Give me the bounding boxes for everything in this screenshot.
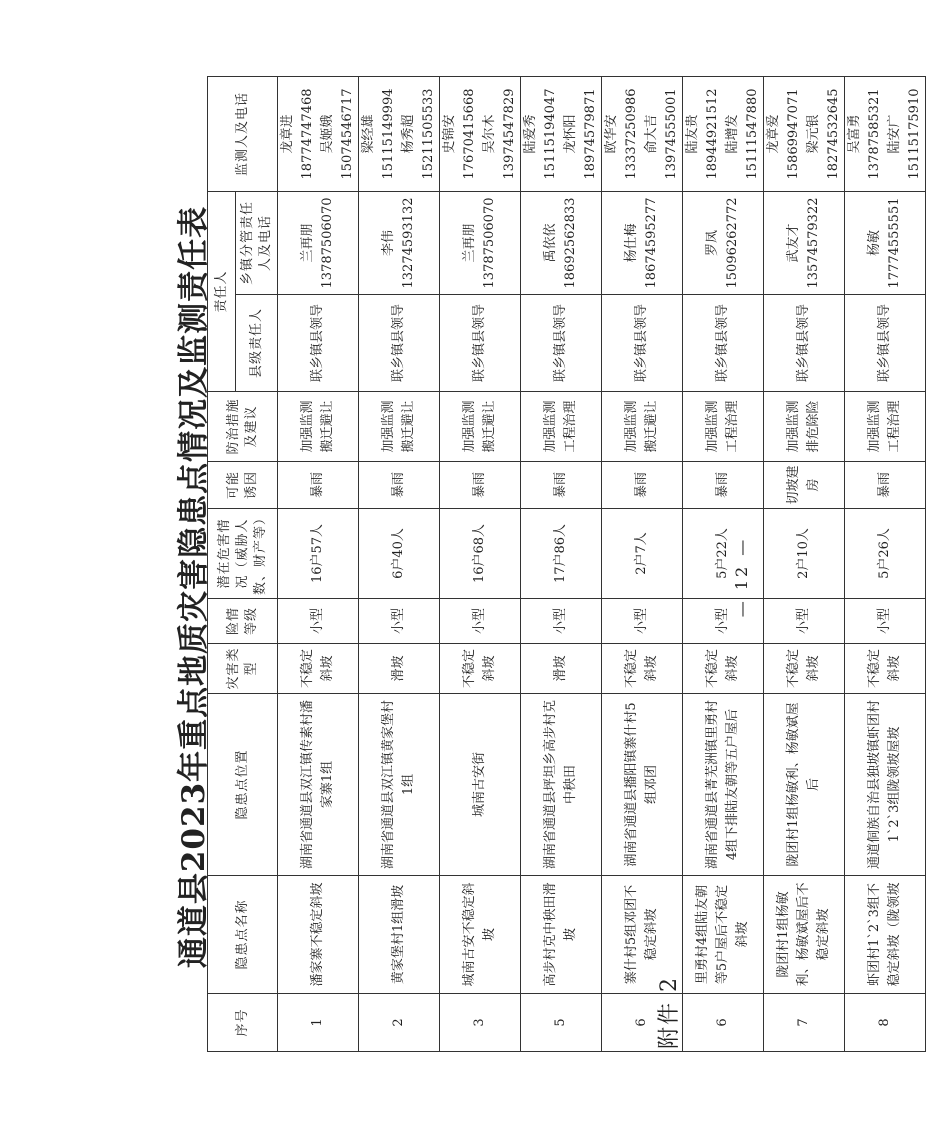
row-no: 2: [359, 994, 440, 1052]
monitor-2: 俞大吉 13974555001: [644, 88, 679, 180]
row-type: 不稳定斜坡: [683, 644, 764, 694]
header-type: 灾害类型: [208, 644, 278, 694]
row-cause: 切坡建房: [764, 462, 845, 509]
row-threat: 17户86人: [521, 509, 602, 599]
row-location: 湖南省通道县菁芜洲镇里勇村4组下排陆友朝等五户屋后: [683, 694, 764, 876]
row-location: 城南古安街: [440, 694, 521, 876]
row-cause: 暴雨: [359, 462, 440, 509]
row-county-leader: 联乡镇县领导: [278, 295, 359, 392]
row-location: 湖南省通道县播阳镇寨什村5组邓团: [602, 694, 683, 876]
monitor-1: 陆友贵 18944921512: [685, 88, 720, 180]
row-level: 小型: [845, 599, 926, 644]
monitor-1: 史锦安 17670415668: [442, 88, 477, 180]
town-leader-phone: 13274593132: [401, 197, 416, 289]
town-leader-phone: 13787506070: [320, 197, 335, 289]
row-name: 高步村克中秧田滑坡: [521, 876, 602, 994]
row-town-leader: [845, 191, 926, 294]
row-monitors: [845, 76, 926, 191]
town-leader-phone: 18674595277: [644, 197, 659, 289]
town-leader-phone: 13787506070: [482, 197, 497, 289]
town-leader-phone: 18692562833: [563, 197, 578, 289]
table-row: [440, 76, 521, 1051]
row-measures: 加强监测搬迁避让: [359, 392, 440, 462]
monitor-1: 龙章爱 15869947071: [766, 88, 801, 180]
town-leader-phone: 13574579322: [806, 197, 821, 289]
row-monitors: [278, 76, 359, 191]
row-level: 小型: [602, 599, 683, 644]
header-monitor: 监测人及电话: [208, 76, 278, 191]
row-level: 小型: [278, 599, 359, 644]
row-county-leader: 联乡镇县领导: [440, 295, 521, 392]
row-no: 6: [683, 994, 764, 1052]
row-measures: 加强监测搬迁避让: [278, 392, 359, 462]
row-no: 1: [278, 994, 359, 1052]
row-measures: 加强监测工程治理: [521, 392, 602, 462]
town-leader-name: 李伟: [381, 229, 396, 256]
monitor-1: 欧华安 13337250986: [604, 88, 639, 180]
row-location: 通道侗族自治县独坡镇虾团村1`2`3组陇领坡屋坡: [845, 694, 926, 876]
table-row: [602, 76, 683, 1051]
row-county-leader: 联乡镇县领导: [764, 295, 845, 392]
row-level: 小型: [683, 599, 764, 644]
row-threat: 2户10人: [764, 509, 845, 599]
row-type: 不稳定斜坡: [278, 644, 359, 694]
row-cause: 暴雨: [602, 462, 683, 509]
table-row: [359, 76, 440, 1051]
monitor-2: 吴姬娥 15074546717: [320, 88, 355, 180]
monitor-2: 梁元银 18274532645: [806, 88, 841, 180]
page-number: — 12 —: [732, 536, 751, 618]
row-type: 不稳定斜坡: [602, 644, 683, 694]
row-threat: 16户57人: [278, 509, 359, 599]
row-measures: 加强监测搬迁避让: [440, 392, 521, 462]
row-no: 6: [602, 994, 683, 1052]
header-location: 隐患点位置: [208, 694, 278, 876]
row-cause: 暴雨: [845, 462, 926, 509]
monitor-2: 杨秀超 15211505533: [401, 88, 436, 180]
town-leader-phone: 15096262772: [725, 197, 740, 289]
row-name: 寨什村5组邓团不稳定斜坡: [602, 876, 683, 994]
monitor-1: 陆爱秀 15115194047: [523, 88, 558, 180]
row-type: 不稳定斜坡: [764, 644, 845, 694]
row-cause: 暴雨: [278, 462, 359, 509]
header-responsible: 责任人: [208, 191, 236, 391]
town-leader-name: 兰再朋: [300, 223, 315, 263]
header-county-leader: 县级责任人: [236, 295, 278, 392]
row-type: 滑坡: [521, 644, 602, 694]
row-name: 黄家堡村1组滑坡: [359, 876, 440, 994]
row-name: 城南古安不稳定斜坡: [440, 876, 521, 994]
row-no: 7: [764, 994, 845, 1052]
row-monitors: [764, 76, 845, 191]
row-town-leader: [521, 191, 602, 294]
header-name: 隐患点名称: [208, 876, 278, 994]
row-type: 不稳定斜坡: [845, 644, 926, 694]
row-location: 湖南省通道县双江镇黄家堡村1组: [359, 694, 440, 876]
row-measures: 加强监测搬迁避让: [602, 392, 683, 462]
row-county-leader: 联乡镇县领导: [845, 295, 926, 392]
row-cause: 暴雨: [683, 462, 764, 509]
row-county-leader: 联乡镇县领导: [602, 295, 683, 392]
town-leader-name: 禹依依: [543, 223, 558, 263]
row-name: 里勇村4组陆友朝等5户屋后不稳定斜坡: [683, 876, 764, 994]
row-monitors: [602, 76, 683, 191]
table-body: [278, 76, 926, 1051]
row-town-leader: [683, 191, 764, 294]
row-no: 8: [845, 994, 926, 1052]
header-cause: 可能诱因: [208, 462, 278, 509]
header-level: 险情等级: [208, 599, 278, 644]
row-threat: 16户68人: [440, 509, 521, 599]
row-county-leader: 联乡镇县领导: [359, 295, 440, 392]
town-leader-name: 武友才: [786, 223, 801, 263]
table-row: [845, 76, 926, 1051]
document-title: 通道县2023年重点地质灾害隐患点情况及监测责任表: [176, 205, 212, 969]
town-leader-name: 杨敏: [867, 229, 882, 256]
row-no: 5: [521, 994, 602, 1052]
monitor-1: 龙章进 18774747468: [280, 88, 315, 180]
row-level: 小型: [521, 599, 602, 644]
row-county-leader: 联乡镇县领导: [521, 295, 602, 392]
town-leader-name: 兰再朋: [462, 223, 477, 263]
row-level: 小型: [359, 599, 440, 644]
row-threat: 6户40人: [359, 509, 440, 599]
row-name: 陇团村1组杨敏利、杨敏斌屋后不稳定斜坡: [764, 876, 845, 994]
row-measures: 加强监测排危除险: [764, 392, 845, 462]
table-row: [683, 76, 764, 1051]
row-name: 潘家寨不稳定斜坡: [278, 876, 359, 994]
monitor-2: 龙怀阳 18974579871: [563, 88, 598, 180]
row-town-leader: [440, 191, 521, 294]
attachment-label: 附件 2: [657, 976, 682, 1049]
header-threat: 潜在危害情况（威胁人数、财产等）: [208, 509, 278, 599]
table-row: [764, 76, 845, 1051]
row-cause: 暴雨: [521, 462, 602, 509]
town-leader-name: 杨仕梅: [624, 223, 639, 263]
row-county-leader: 联乡镇县领导: [683, 295, 764, 392]
hazard-table: [207, 76, 926, 1052]
row-monitors: [521, 76, 602, 191]
row-level: 小型: [764, 599, 845, 644]
table-row: [521, 76, 602, 1051]
row-type: 不稳定斜坡: [440, 644, 521, 694]
monitor-1: 吴富勇 13787585321: [847, 88, 882, 180]
header-town-leader: 乡镇分管责任人及电话: [236, 191, 278, 294]
row-location: 湖南省通道县坪坦乡高步村克中秧田: [521, 694, 602, 876]
row-town-leader: [764, 191, 845, 294]
row-threat: 2户7人: [602, 509, 683, 599]
row-location: 湖南省通道县双江镇传素村潘家寨1组: [278, 694, 359, 876]
row-measures: 加强监测工程治理: [683, 392, 764, 462]
town-leader-phone: 17774555551: [887, 197, 902, 289]
monitor-2: 陆增发 15111547880: [725, 88, 760, 180]
row-monitors: [440, 76, 521, 191]
row-threat: 5户26人: [845, 509, 926, 599]
row-monitors: [359, 76, 440, 191]
row-monitors: [683, 76, 764, 191]
row-town-leader: [359, 191, 440, 294]
monitor-2: 陆安广 15115175910: [887, 88, 922, 180]
monitor-2: 吴尔木 13974547829: [482, 88, 517, 180]
row-name: 虾团村1`2`3组不稳定斜坡（陇领坡: [845, 876, 926, 994]
town-leader-name: 罗凤: [705, 229, 720, 256]
table-row: [278, 76, 359, 1051]
row-threat: 5户22人: [683, 509, 764, 599]
row-type: 滑坡: [359, 644, 440, 694]
header-no: 序号: [208, 994, 278, 1052]
row-level: 小型: [440, 599, 521, 644]
row-town-leader: [278, 191, 359, 294]
row-cause: 暴雨: [440, 462, 521, 509]
monitor-1: 梁经雄 15115149994: [361, 88, 396, 180]
header-measures: 防治措施及建议: [208, 392, 278, 462]
row-location: 陇团村1组杨敏利、杨敏斌屋后: [764, 694, 845, 876]
row-town-leader: [602, 191, 683, 294]
row-no: 3: [440, 994, 521, 1052]
row-measures: 加强监测工程治理: [845, 392, 926, 462]
